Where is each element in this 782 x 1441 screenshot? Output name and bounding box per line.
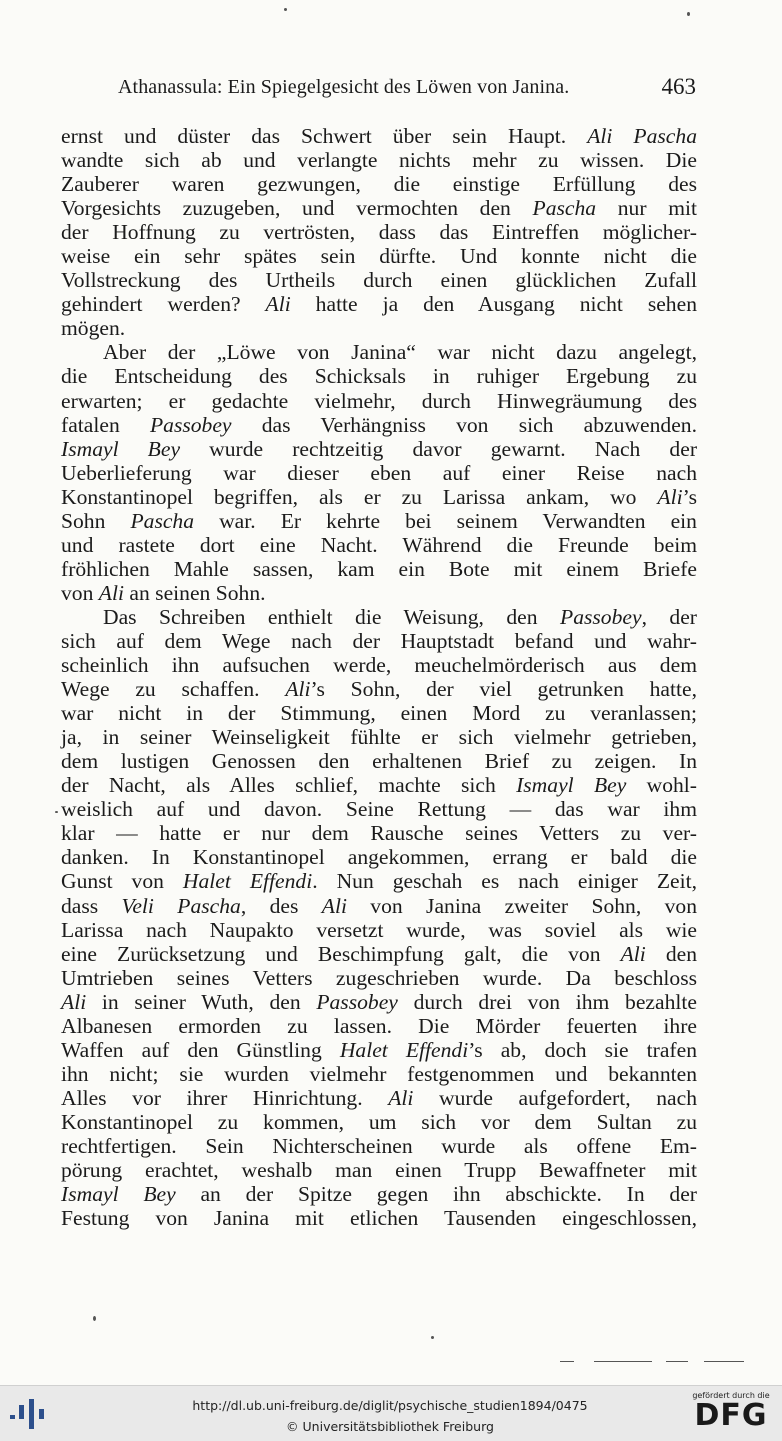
text-line <box>61 437 697 461</box>
text-line <box>61 677 697 701</box>
text-run: , der <box>641 604 697 629</box>
text-line: und rastete dort eine Nacht. Während die Freunde beim <box>61 532 697 557</box>
italic-name: Ali <box>388 1085 414 1110</box>
text-line <box>61 124 697 148</box>
text-run: wurde rechtzeitig davor gewarnt. Nach der <box>180 436 698 461</box>
copyright-text: © Universitätsbibliothek Freiburg <box>286 1419 494 1434</box>
text-line: fröhlichen Mahle sassen, kam ein Bote mit einem Briefe <box>61 556 697 581</box>
italic-name: Ismayl Bey <box>61 436 181 461</box>
italic-name: Halet Effendi <box>182 869 313 894</box>
text-line: Larissa nach Naupakto versetzt wurde, was soviel als wie <box>61 917 697 942</box>
text-run: Vorgesichts zuzugeben, und vermochten den <box>61 196 533 221</box>
italic-name: Ali <box>265 292 291 317</box>
text-line <box>61 413 697 437</box>
text-line: erwarten; er gedachte vielmehr, durch Hinwegräumung des <box>61 388 697 413</box>
text-run: Konstantinopel begriffen, als er zu Larissa ankam, wo <box>61 484 658 509</box>
library-logo-icon <box>10 1399 50 1429</box>
text-line: die Entscheidung des Schicksals in ruhiger Ergebung zu <box>61 364 697 389</box>
text-run: in seiner Wuth, den <box>86 989 317 1014</box>
italic-name: Ali Pascha <box>587 124 697 148</box>
italic-name: Passobey <box>560 604 642 629</box>
text-run: Wege zu schaffen. <box>61 677 286 702</box>
text-run: an seinen Sohn. <box>124 580 266 605</box>
text-line <box>61 773 697 797</box>
text-run: von Janina zweiter Sohn, von <box>346 893 697 918</box>
text-run: durch drei von ihm bezahlte <box>397 989 697 1014</box>
text-run: ’s <box>682 484 697 509</box>
text-run: ernst und düster das Schwert über sein Haupt. <box>61 124 588 148</box>
italic-name: Passobey <box>149 412 232 437</box>
italic-name: Passobey <box>316 989 398 1014</box>
text-line: pörung erachtet, weshalb man einen Trupp Bewaffneter mit <box>61 1158 697 1183</box>
italic-name: Ali <box>285 677 311 702</box>
text-line <box>61 1086 697 1110</box>
text-line: Umtrieben seines Vetters zugeschrieben wurde. Da beschloss <box>61 965 697 990</box>
italic-name: Ali <box>61 989 87 1014</box>
running-title: Athanassula: Ein Spiegelgesicht des Löwen von Janina. <box>118 76 570 98</box>
text-line <box>61 1038 697 1062</box>
scan-speck <box>55 811 58 813</box>
text-run: den <box>645 941 697 966</box>
text-run: wurde aufgefordert, nach <box>413 1085 697 1110</box>
text-line <box>61 894 697 918</box>
text-line <box>61 196 697 220</box>
text-line: rechtfertigen. Sein Nichterscheinen wurde als offene Em- <box>61 1133 697 1158</box>
text-line: weislich auf und davon. Seine Rettung — das war ihm <box>61 797 697 822</box>
text-line: der Hoffnung zu vertrösten, dass das Eintreffen möglicher- <box>61 220 697 245</box>
dfg-logo <box>690 1391 772 1437</box>
scan-speck <box>594 1361 652 1362</box>
text-run: Sohn <box>61 508 131 533</box>
text-line <box>61 942 697 966</box>
permalink-link[interactable]: http://dl.ub.uni-freiburg.de/diglit/psychische_studien1894/0475 <box>192 1398 588 1413</box>
text-run: gehindert werden? <box>61 292 266 317</box>
body-text <box>61 124 697 1230</box>
text-line: Festung von Janina mit etlichen Tausenden eingeschlossen, <box>61 1206 697 1231</box>
text-line: klar — hatte er nur dem Rausche seines Vetters zu ver- <box>61 821 697 846</box>
page-header <box>118 76 696 106</box>
text-line <box>61 605 697 629</box>
text-line <box>61 869 697 893</box>
italic-name: Veli Pascha <box>121 893 241 918</box>
text-line: war nicht in der Stimmung, einen Mord zu veranlassen; <box>61 701 697 726</box>
text-run: von <box>61 580 99 605</box>
text-run: ’s ab, doch sie trafen <box>468 1037 697 1062</box>
italic-name: Halet Effendi <box>339 1037 469 1062</box>
scan-speck <box>284 8 287 11</box>
italic-name: Pascha <box>532 196 597 221</box>
text-run: wohl- <box>626 773 697 798</box>
text-run: Waffen auf den Günstling <box>61 1037 340 1062</box>
text-line: Ueberlieferung war dieser eben auf einer Reise nach <box>61 460 697 485</box>
text-line: sich auf dem Wege nach der Hauptstadt befand und wahr- <box>61 628 697 653</box>
text-line: ja, in seiner Weinseligkeit fühlte er sich vielmehr getrieben, <box>61 725 697 750</box>
dfg-logo-text: DFG <box>694 1398 768 1433</box>
text-run: das Verhängniss von sich abzuwenden. <box>231 412 697 437</box>
text-line <box>61 292 697 316</box>
text-line: mögen. <box>61 316 126 341</box>
italic-name: Pascha <box>130 508 195 533</box>
text-line: wandte sich ab und verlangte nichts mehr zu wissen. Die <box>61 148 697 173</box>
text-line: scheinlich ihn aufsuchen werde, meuchelmörderisch aus dem <box>61 653 697 678</box>
text-line: Konstantinopel zu kommen, um sich vor dem Sultan zu <box>61 1109 697 1134</box>
page-number: 463 <box>661 74 696 99</box>
italic-name: Ali <box>98 580 124 605</box>
text-line: dem lustigen Genossen den erhaltenen Brief zu zeigen. In <box>61 749 697 774</box>
text-line: Albanesen ermorden zu lassen. Die Mörder feuerten ihre <box>61 1013 697 1038</box>
text-line: ihn nicht; sie wurden vielmehr festgenommen und bekannten <box>61 1061 697 1086</box>
italic-name: Ismayl Bey <box>61 1182 176 1207</box>
italic-name: Ali <box>620 941 646 966</box>
italic-name: Ali <box>657 484 683 509</box>
text-line <box>61 581 697 605</box>
text-line <box>61 509 697 533</box>
italic-name: Ismayl Bey <box>516 773 627 798</box>
scan-speck <box>93 1316 96 1321</box>
dfg-caption: gefördert durch die <box>692 1391 770 1400</box>
text-run: der Nacht, als Alles schlief, machte sich <box>61 773 517 798</box>
text-run: . Nun geschah es nach einiger Zeit, <box>312 869 697 894</box>
scan-speck <box>704 1361 744 1362</box>
text-run: war. Er kehrte bei seinem Verwandten ein <box>194 508 697 533</box>
scan-speck <box>431 1336 434 1339</box>
text-line: Vollstreckung des Urtheils durch einen glücklichen Zufall <box>61 268 697 293</box>
text-run: Gunst von <box>61 869 183 894</box>
scan-speck <box>666 1361 688 1362</box>
text-line <box>61 990 697 1014</box>
scan-speck <box>687 12 690 16</box>
scan-speck <box>560 1361 574 1362</box>
text-run: an der Spitze gegen ihn abschickte. In der <box>175 1182 698 1207</box>
text-run: Alles vor ihrer Hinrichtung. <box>61 1085 389 1110</box>
footer-bar <box>0 1385 782 1441</box>
text-run: eine Zurücksetzung und Beschimpfung galt, die von <box>61 941 621 966</box>
italic-name: Ali <box>321 893 347 918</box>
text-run: fatalen <box>61 412 150 437</box>
text-run: Das Schreiben enthielt die Weisung, den <box>103 604 560 629</box>
text-line: danken. In Konstantinopel angekommen, errang er bald die <box>61 845 697 870</box>
text-line: Zauberer waren gezwungen, die einstige Erfüllung des <box>61 172 697 197</box>
text-line: weise ein sehr spätes sein dürfte. Und konnte nicht die <box>61 244 697 269</box>
text-line: Aber der „Löwe von Janina“ war nicht dazu angelegt, <box>103 340 697 365</box>
text-line <box>61 485 697 509</box>
text-line <box>61 1182 697 1206</box>
text-run: nur mit <box>596 196 697 221</box>
text-run: ’s Sohn, der viel getrunken hatte, <box>310 677 697 702</box>
text-run: , des <box>240 893 322 918</box>
text-run: hatte ja den Ausgang nicht sehen <box>290 292 697 317</box>
text-run: dass <box>61 893 122 918</box>
